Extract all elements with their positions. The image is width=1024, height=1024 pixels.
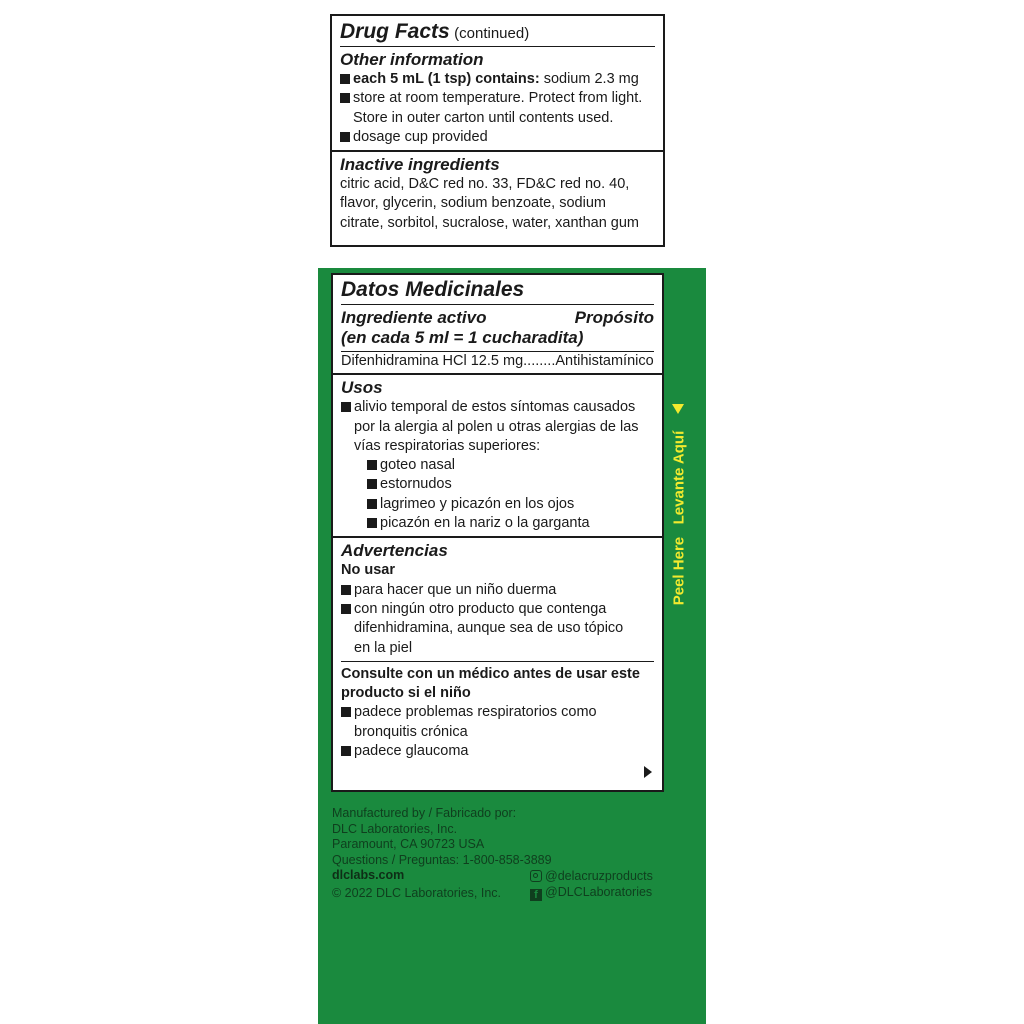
usos-heading: Usos [341,378,383,398]
list-item: store at room temperature. Protect from light. [340,89,655,108]
list-item: dosage cup provided [340,128,655,147]
bullet-square-icon [367,499,377,509]
other-info-heading: Other information [340,50,484,69]
per-dose-label: (en cada 5 ml = 1 cucharadita) [341,328,584,347]
inactive-line: citric acid, D&C red no. 33, FD&C red no. 40, [340,176,630,193]
facebook-icon: f [530,889,542,901]
sub-list-item: lagrimeo y picazón en los ojos [341,495,654,514]
instagram-icon [530,870,542,882]
footer-line: Manufactured by / Fabricado por: [332,806,517,820]
datos-title: Datos Medicinales [341,278,525,301]
bullet-square-icon [340,93,350,103]
list-item: alivio temporal de estos síntomas causados [341,398,654,417]
continue-arrow-icon [644,766,652,778]
inactive-heading: Inactive ingredients [340,155,500,175]
copyright: © 2022 DLC Laboratories, Inc. [332,885,502,900]
peel-arrow-down-icon [672,404,684,414]
bullet-square-icon [367,460,377,470]
list-item-continuation: por la alergia al polen u otras alergias de las [354,418,639,435]
footer-line: DLC Laboratories, Inc. [332,821,458,836]
list-item: each 5 mL (1 tsp) contains: sodium 2.3 mg [340,70,655,89]
facebook-link[interactable]: f @DLCLaboratories [530,884,653,901]
list-item-continuation: vías respiratorias superiores: [354,437,541,454]
footer-line: Paramount, CA 90723 USA [332,837,485,851]
footer-line: Questions / Preguntas: 1-800-858-3889 [332,852,552,867]
bullet-square-icon [340,74,350,84]
sub-list-item: estornudos [341,475,654,494]
inactive-line: citrate, sorbitol, sucralose, water, xanthan gum [340,214,640,231]
consulte-line: producto si el niño [341,685,471,702]
website-link[interactable]: dlclabs.com [332,868,405,882]
list-item: para hacer que un niño duerma [341,581,654,600]
bullet-square-icon [341,707,351,717]
sub-list-item: picazón en la nariz o la garganta [341,514,654,533]
list-item: padece problemas respiratorios como [341,703,654,722]
bullet-square-icon [341,402,351,412]
drug-facts-panel [330,14,665,247]
instagram-link[interactable]: @delacruzproducts [530,868,653,884]
inactive-line: flavor, glycerin, sodium benzoate, sodium [340,195,606,212]
list-item: con ningún otro producto que contenga [341,600,654,619]
list-item: padece glaucoma [341,742,654,761]
list-item-continuation: Store in outer carton until contents used. [353,109,614,126]
list-item-continuation: difenhidramina, aunque sea de uso tópico [354,620,624,637]
peel-here-label: Peel Here Levante Aquí [670,430,688,606]
social-links [530,868,653,901]
no-usar-label: No usar [341,562,395,579]
bullet-square-icon [341,585,351,595]
consulte-line: Consulte con un médico antes de usar este [341,665,640,682]
bullet-square-icon [367,479,377,489]
drug-facts-title: Drug Facts [340,20,450,43]
peel-here-tab[interactable] [666,400,692,636]
list-item-continuation: en la piel [354,639,413,656]
active-ingredient-header: Ingrediente activo Propósito [341,308,654,327]
purpose-heading: Propósito [574,308,654,327]
bullet-square-icon [367,518,377,528]
advertencias-heading: Advertencias [341,541,448,561]
continued-label: (continued) [454,25,530,42]
sub-list-item: goteo nasal [341,456,654,475]
datos-medicinales-panel [331,273,664,792]
ingredient-line: Difenhidramina HCl 12.5 mg........Antihistamínico [341,353,654,369]
list-item-continuation: bronquitis crónica [354,723,468,740]
bullet-square-icon [341,604,351,614]
bullet-square-icon [340,132,350,142]
bullet-square-icon [341,746,351,756]
